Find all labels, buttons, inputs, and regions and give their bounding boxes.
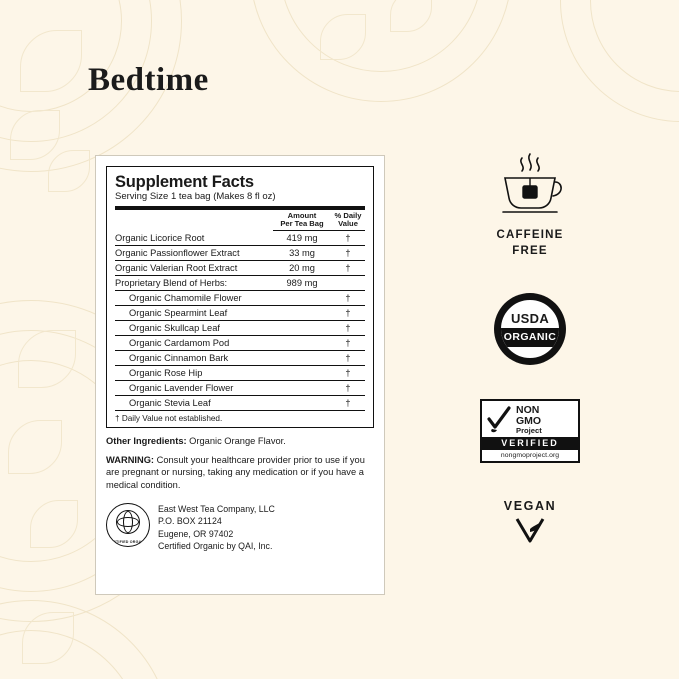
supplement-facts-heading: Supplement Facts — [115, 173, 254, 191]
butterfly-check-icon — [486, 405, 512, 435]
supplement-facts-table — [115, 210, 365, 410]
table-row — [115, 291, 365, 306]
ingredient-amount — [273, 396, 331, 411]
badge-column — [455, 150, 605, 543]
table-header-row — [115, 210, 365, 230]
vegan-leaf-icon — [513, 517, 547, 543]
ingredient-dv — [331, 276, 365, 291]
header-amount-line1: Amount — [287, 211, 317, 221]
ingredient-dv: † — [331, 381, 365, 396]
table-row — [115, 351, 365, 366]
company-address — [158, 503, 275, 552]
warning-label: WARNING: — [106, 455, 155, 466]
table-row — [115, 246, 365, 261]
ingredient-dv: † — [331, 336, 365, 351]
ingredient-name: Organic Spearmint Leaf — [115, 306, 273, 321]
usda-inner — [499, 298, 561, 360]
warning-body: Consult your healthcare provider prior to use if you are pregnant or nursing, taking any medication or if you have a medical condition. — [106, 455, 365, 490]
header-daily-value — [331, 210, 365, 230]
caffeine-free-badge — [489, 150, 571, 259]
ingredient-amount — [273, 366, 331, 381]
ingredient-name: Organic Cardamom Pod — [115, 336, 273, 351]
table-row — [115, 381, 365, 396]
company-city-state-zip: Eugene, OR 97402 — [158, 528, 234, 539]
page-title: Bedtime — [88, 62, 209, 98]
ingredient-amount: 33 mg — [273, 246, 331, 261]
ingredient-name: Organic Stevia Leaf — [129, 398, 211, 408]
ingredient-amount — [273, 291, 331, 306]
vegan-badge — [504, 499, 556, 543]
non-gmo-main — [482, 401, 578, 437]
ingredient-dv: † — [331, 246, 365, 261]
header-amount-line2: Per Tea Bag — [280, 219, 324, 229]
ingredient-dv: † — [331, 261, 365, 276]
company-po-box: P.O. BOX 21124 — [158, 516, 222, 527]
vegan-label: VEGAN — [503, 499, 557, 514]
non-gmo-text — [516, 405, 542, 435]
tea-cup-svg — [489, 150, 571, 220]
ingredient-dv: † — [331, 321, 365, 336]
ingredient-name: Organic Passionflower Extract — [115, 246, 273, 261]
non-gmo-verified: VERIFIED — [482, 437, 578, 450]
ingredient-dv: † — [331, 231, 365, 246]
serving-size: Serving Size 1 tea bag (Makes 8 fl oz) — [115, 191, 276, 203]
ingredient-amount: 419 mg — [273, 231, 331, 246]
ingredient-name: Organic Valerian Root Extract — [115, 261, 273, 276]
header-amount — [273, 210, 331, 230]
caffeine-free-line1: CAFFEINE — [496, 229, 564, 241]
certified-organic-seal-icon — [106, 503, 150, 547]
ingredient-dv: † — [331, 351, 365, 366]
company-certification: Certified Organic by QAI, Inc. — [158, 540, 273, 551]
ingredient-dv: † — [331, 291, 365, 306]
table-row — [115, 336, 365, 351]
supplement-facts-panel — [95, 155, 385, 595]
organic-label: ORGANIC — [501, 328, 559, 347]
ingredient-amount — [273, 321, 331, 336]
supplement-facts-box — [106, 166, 374, 428]
non-gmo-line3: Project — [516, 426, 542, 436]
ingredient-amount: 989 mg — [273, 276, 331, 291]
table-row — [115, 321, 365, 336]
ingredient-name: Organic Lavender Flower — [115, 381, 273, 396]
table-row — [115, 276, 365, 291]
caffeine-free-label — [496, 228, 563, 259]
other-ingredients — [106, 435, 374, 447]
warning-text — [106, 454, 374, 491]
ingredient-amount — [273, 351, 331, 366]
tea-cup-icon — [489, 150, 571, 220]
non-gmo-line1: NON — [516, 404, 540, 417]
ingredient-name: Organic Chamomile Flower — [115, 291, 273, 306]
table-row — [115, 396, 365, 411]
header-dv-line1: % Daily — [334, 211, 362, 221]
non-gmo-url: nongmoproject.org — [500, 452, 560, 460]
table-row — [115, 366, 365, 381]
header-dv-line2: Value — [338, 219, 358, 229]
daily-value-footnote: † Daily Value not established. — [115, 414, 223, 423]
other-ingredients-value: Organic Orange Flavor. — [186, 436, 286, 446]
table-row — [115, 306, 365, 321]
non-gmo-project-badge — [480, 399, 580, 463]
ingredient-amount — [273, 336, 331, 351]
header-blank — [115, 210, 273, 230]
ingredient-name: Organic Skullcap Leaf — [115, 321, 273, 336]
ingredient-dv: † — [331, 306, 365, 321]
usda-label: USDA — [510, 311, 550, 327]
company-name: East West Tea Company, LLC — [158, 503, 275, 514]
seal-caption: CERTIFIED ORGANIC — [107, 539, 149, 544]
non-gmo-line2: GMO — [516, 415, 542, 428]
company-block — [106, 503, 374, 552]
globe-icon — [116, 510, 140, 534]
caffeine-free-line2: FREE — [512, 244, 548, 257]
ingredient-name: Organic Cinnamon Bark — [115, 351, 273, 366]
ingredient-name: Proprietary Blend of Herbs: — [115, 276, 273, 291]
ingredient-amount: 20 mg — [273, 261, 331, 276]
usda-organic-badge — [494, 293, 566, 365]
ingredient-amount — [273, 381, 331, 396]
table-row — [115, 231, 365, 246]
ingredient-name: Organic Licorice Root — [115, 231, 273, 246]
table-row — [115, 261, 365, 276]
ingredient-dv: † — [331, 366, 365, 381]
other-ingredients-label: Other Ingredients: — [106, 436, 187, 446]
ingredient-dv: † — [345, 398, 351, 408]
ingredient-amount — [273, 306, 331, 321]
ingredient-name: Organic Rose Hip — [115, 366, 273, 381]
